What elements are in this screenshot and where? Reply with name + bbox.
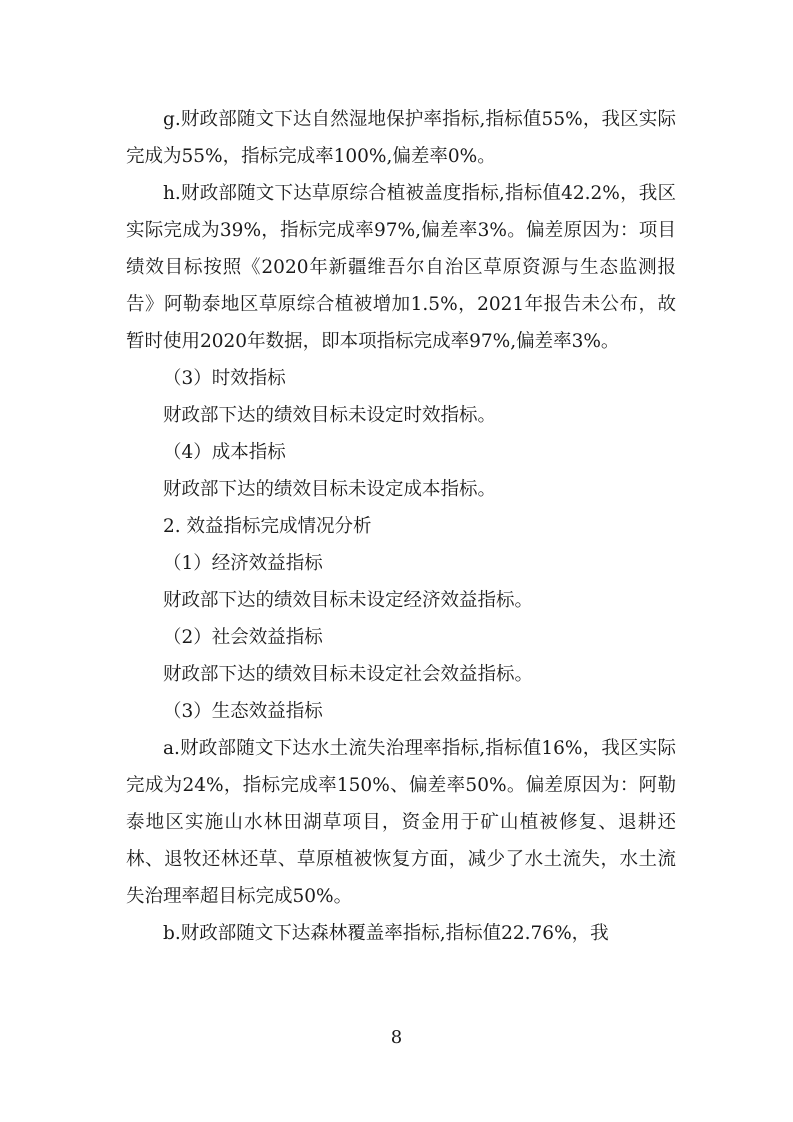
line-social-not-set: 财政部下达的绩效目标未设定社会效益指标。 [163, 664, 534, 685]
heading-cost-indicator: （4）成本指标 [163, 442, 286, 463]
line-timeliness-not-set: 财政部下达的绩效目标未设定时效指标。 [163, 405, 497, 426]
paragraph-h-grassland: h.财政部随文下达草原综合植被盖度指标,指标值42.2%，我区实际完成为39%，指标完成率97%,偏差率3%。偏差原因为：项目绩效目标按照《2020年新疆维吾尔自治区草原资源与生态监测报告》阿勒泰地区草原综合植被增加1.5%，2021年报告未公布，故暂时使用2020年数据，即本项指标完成率97%,偏差率3%。 [126, 183, 676, 352]
paragraph-a-soil-erosion: a.财政部随文下达水土流失治理率指标,指标值16%，我区实际完成为24%，指标完成率150%、偏差率50%。偏差原因为：阿勒泰地区实施山水林田湖草项目，资金用于矿山植被修复、退耕还林、退牧还林还草、草原植被恢复方面，减少了水土流失，水土流失治理率超目标完成50%。 [126, 738, 676, 907]
document-body [126, 101, 676, 952]
heading-social-benefit: （2）社会效益指标 [163, 627, 323, 648]
heading-benefit-analysis: 2. 效益指标完成情况分析 [163, 516, 372, 537]
heading-ecological-benefit: （3）生态效益指标 [163, 701, 323, 722]
line-cost-not-set: 财政部下达的绩效目标未设定成本指标。 [163, 479, 497, 500]
paragraph-g-wetland: g.财政部随文下达自然湿地保护率指标,指标值55%，我区实际完成为55%，指标完成率100%,偏差率0%。 [126, 109, 676, 167]
line-economic-not-set: 财政部下达的绩效目标未设定经济效益指标。 [163, 590, 534, 611]
paragraph-b-forest-coverage: b.财政部随文下达森林覆盖率指标,指标值22.76%，我 [163, 923, 609, 944]
heading-economic-benefit: （1）经济效益指标 [163, 553, 323, 574]
heading-timeliness-indicator: （3）时效指标 [163, 368, 286, 389]
page-number: 8 [390, 1027, 403, 1048]
